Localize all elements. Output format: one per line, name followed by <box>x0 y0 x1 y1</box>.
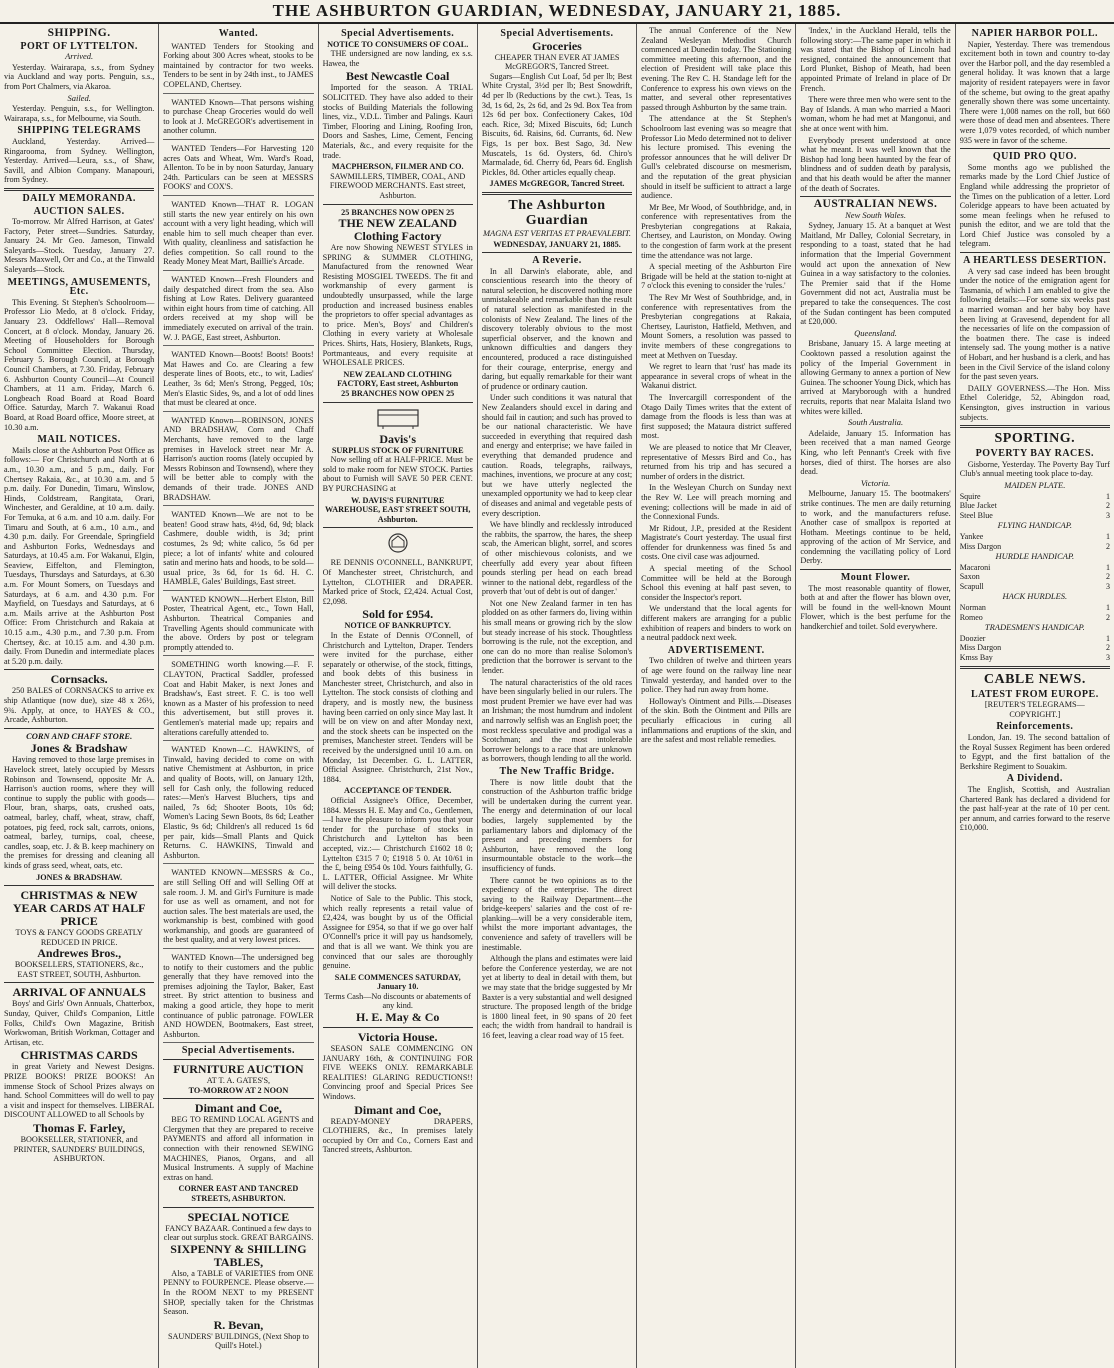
arrived-text: Yesterday. Wairarapa, s.s., from Sydney via Auckland and way ports. Penguin, s.s., from Port Chalmers, via Akaroa. <box>4 62 155 91</box>
paper-motto: MAGNA EST VERITAS ET PRAEVALEBIT. <box>482 227 631 238</box>
column-wanted <box>159 24 318 1368</box>
coal-heading: Best Newcastle Coal <box>346 69 450 84</box>
arrived-heading: Arrived. <box>65 51 94 62</box>
horse-place: 2 <box>1105 643 1110 653</box>
mail-text: Mails close at the Ashburton Post Office as follows:— For Christchurch and North at 6 a.m., 10.30 a.m., and 5 p.m., daily. For Chertsey Rakaia, &c., at 10.30 a.m. and 5 p.m. daily. For Dunedin, Timaru, Winslow, Hinds, Coldstream, Rangitata, Orari, Winchester, and Geraldine, at 10 a.m. daily. For Temuka, at 6 a.m. and 10 a.m. daily. For Timaru and South, at 6 a.m., 10 a.m., and 4.30 p.m. daily. For Greendale, Springfield and Ashburton Forks, Wednesdays and Saturdays, at 10.45 a.m. For Wakanui, Elgin, Seaview, Eiffelton, and Flemington, Tuesdays, Thursdays and Saturdays, at 6.30 a.m. For Mount Somers, on Tuesdays and Saturdays, at 6 a.m. and 4.30 p.m. For Mayfield, on Tuesdays and Saturdays, at 6 a.m. Mails arrive at the Ashburton Post Office: From Christchurch and Rakaia at 10.15 a.m., 4.30 p.m., and 7.30 p.m. From Chertsey, &c. at 10.15 a.m. and 4.30 p.m. daily. From Dunedin and intermediate places at 5.20 p.m. daily. <box>4 445 155 666</box>
sa-heading: South Australia. <box>847 417 904 428</box>
wanted-ad: WANTED KNOWN—MESSRS & Co., are still Selling Off and will Selling Off at sale room. J. M. and Girl's Furniture is made for use as well as ornament, and not for auction sales. The best materials are used, the workmanship is best, combined with good workmanship, and goods are guaranteed of the best quality, and at very lowest prices. <box>163 866 313 949</box>
reverie-paragraph: We have blindly and recklessly introduced the rabbits, the sparrow, the hares, the sheep scab, the American blight, sorrel, and scores of other mischievous colonists, and we cheerfully add every year about fifteen pounds sterling per head on each bread winner to the national debt, regardless of the proverb that 'out of debt is out of danger.' <box>481 520 633 597</box>
poverty-bay-heading: POVERTY BAY RACES. <box>975 448 1095 460</box>
horse-name: Yankee <box>959 531 984 541</box>
sporting-heading: SPORTING. <box>994 431 1076 447</box>
race-row <box>960 563 1110 573</box>
memoranda-heading: DAILY MEMORANDA. <box>22 192 136 204</box>
quid-heading: QUID PRO QUO. <box>992 151 1077 163</box>
wanted-heading: Wanted. <box>218 28 259 39</box>
race-name: HURDLE HANDICAP. <box>995 551 1075 562</box>
dennis-text: RE DENNIS O'CONNELL, BANKRUPT, Of Manchester street, Christchurch, and Lyttelton, CLOTHIER and DRAPER. Marked price of Stock, £2,424. Actual Cost, £2,098. <box>322 558 473 606</box>
news-paragraph: A special meeting of the School Committee will be held at the Borough School this evening at half past seven, to consider the Inspector's report. <box>641 564 792 602</box>
horse-place: 1 <box>1105 491 1110 501</box>
sailed-text: Yesterday. Penguin, s.s., for Wellington. Wairarapa, s.s., for Melbourne, via South. <box>4 104 155 123</box>
may-text: Notice of Sale to the Public. This stock, which really represents a retail value of £2,424, was bought by us of the Official Assignee for £954, so that if we go over half O'Connell's price it will pay us handsomely, and that is all we want. We think you are convinced that our sales are thoroughly genuine. <box>322 893 473 971</box>
bankruptcy-text: In the Estate of Dennis O'Connell, of Christchurch and Lyttelton, Draper. Tenders were invited for the purchase, either separately or otherwise, of the stock, fittings, and book debts of this business in Manchester street, Christchurch, and also in Lyttelton. The stock consists of clothing and drapery, and is mostly new, the business having been carried on only since May last. It will be on view on and after Monday next, and the stock sheets can be inspected on the premises, Manchester street. Tenders will be received by the undersigned until 10 a.m. on Monday, 1st December. G. L. LATTER, Official Assignee. Christchurch, 21st Nov., 1884. <box>322 630 473 784</box>
wanted-ad: WANTED Known—The undersigned beg to notify to their customers and the public generally that they have removed into the premises adjoining the Taylor, Baker, East street. By strict attention to business and making a good article, they hope to merit continuance of public patronage. FOWLER AND HOWDEN, Bootmakers, East street, Ashburton. <box>163 951 313 1043</box>
xmas-heading: CHRISTMAS & NEW YEAR CARDS AT HALF PRICE <box>12 888 146 929</box>
vic-text: Melbourne, January 15. The bootmakers' strike continues. The men are daily returning to work, and the manufacturers refuse. Another case of smallpox is reported at Hotham. Meetings continue to be held, approving of the action of Mr Service, and condemning the vacillating policy of Lord Derby. <box>800 489 951 566</box>
cornsacks-heading: Cornsacks. <box>50 672 108 687</box>
news-paragraph: The Invercargill correspondent of the Otago Daily Times writes that the extent of damage from the floods is less than was at first supposed; the Mataura district suffered most. <box>641 392 792 441</box>
race-table <box>960 492 1110 521</box>
may-sale: SALE COMMENCES SATURDAY, January 10. <box>334 972 461 992</box>
telegrams-heading: SHIPPING TELEGRAMS <box>17 125 141 137</box>
acceptance-text: Official Assignee's Office, December, 1884. Messrs H. E. May and Co., Gentlemen,—I have the pleasure to inform you that your tender for the purchase of stocks in Christchurch and Lyttelton has been accepted, viz.:— Christchurch £1602 18 0; Lyttelton £315 7 0; £1918 5 0. At 10/61 in the £, being £954 0s 10d. Yours faithfully, G. L. LATTER, Official Assignee. Mr White will deliver the stocks. <box>322 796 473 892</box>
news-paragraph: The attendance at the St Stephen's Schoolroom last evening was so meagre that Professor Lio Medo determined not to deliver his lecture promised. This evening the professor announces that he will deliver Dr Gull's celebrated discourse on mesmerism, and the reputation of the great physician should in itself be sufficient to attract a large audience. <box>641 114 792 201</box>
bevan-address: SAUNDERS' BUILDINGS, (Next Shop to Quill's Hotel.) <box>167 1331 309 1351</box>
news-paragraph: Everybody present understood at once what he meant. It was well known that the Bishop had long been haunted by the fear of blindness and of sudden death by paralysis, and that his death would be after the manner of the death of Socrates. <box>800 135 951 193</box>
special-ads-heading: Special Advertisements. <box>341 28 455 39</box>
port-heading: PORT OF LYTTELTON. <box>20 40 138 52</box>
davis-signature: W. DAVIS'S FURNITURE WAREHOUSE, EAST STREET SOUTH, Ashburton. <box>324 495 471 524</box>
groceries-text: Sugars—English Cut Loaf, 5d per lb; Best White Crystal, 3½d per lb; Best Snowdrift, 4d per lb (Reductions by the cwt.). Teas, 1s 3d, 1s 6d, 2s, 2s 6d, and 2s 9d. Box Tea from 12s 6d per box. Confectionery Cakes, 10d each. Rice, 3d; Mixed Biscuits, 6d; Lunch Biscuits, 6d. Raisins, 6d. Currants, 6d. New Figs, 1s per box. Best Sago, 3d. New Muscatels, 1s 6d. Oysters, 6d. Chiro's Marmalade, 6d. Cherry 6d, Pears 6d. English Pickles, 8d. Other articles equally cheap. <box>481 71 633 177</box>
horse-place: 2 <box>1105 612 1110 622</box>
vic-heading: Victoria. <box>860 477 891 488</box>
nz-clothing-text: Are now Showing NEWEST STYLES in SPRING & SUMMER CLOTHING, Manufactured from the renowned Wear Resisting MOSGIEL TWEEDS. The fit and workmanship of every garment is undoubtedly unsurpassed, while the large production and increased business enables the proprietors to offer special advantages as to price. Men's, Boys' and Children's Clothing in every variety at Wholesale Prices. Shirts, Hats, Hosiery, Blankets, Rugs, Portmanteaus, and every requisite at WHOLESALE PRICES. <box>322 243 473 368</box>
davis-sub: SURPLUS STOCK OF FURNITURE <box>331 445 464 455</box>
may-terms: Terms Cash—No discounts or abatements of any kind. <box>324 991 471 1011</box>
groceries-signature: JAMES McGREGOR, Tancred Street. <box>489 179 625 189</box>
race-row <box>960 603 1110 613</box>
news-paragraph: There were three men who were sent to the Bay of Islands. A man who married a Maori woman, whom he had met at Mangonui, and she at once went with him. <box>800 95 951 133</box>
news-paragraph: We understand that the local agents for different makers are arranging for a public exhibition of reapers and binders to work on a neutral paddock next week. <box>641 604 792 643</box>
daily-governess-text: DAILY GOVERNESS.—The Hon. Miss Ethel Coleridge, 52, Abingdon road, Kensington, gives instruction in various subjects. <box>959 383 1110 422</box>
paper-title: The Ashburton Guardian <box>508 197 606 228</box>
race-name: MAIDEN PLATE. <box>1004 479 1066 490</box>
dimant-address: CORNER EAST AND TANCRED STREETS, ASHBURTON. <box>178 1184 299 1203</box>
farley-sub: BOOKSELLER, STATIONER, and PRINTER, SAUNDERS' BUILDINGS, ASHBURTON. <box>13 1135 145 1164</box>
reverie-paragraph: In all Darwin's elaborate, able, and conscientious research into the theory of natural selection, he discovered nothing more unmistakeable and remarkable than the result of natural selection as manifested in the colonists of New Zealand. The lines of the discovery tolerably obvious to the most superficial observer, and the known and unknown difficulties and dangers they encountered, produced a race distinguished for their courage, enterprise, energy and daring, but equally remarkable for their want of prudence or ordinary caution. <box>481 266 633 391</box>
sa-text: Adelaide, January 15. Information has been received that a man named George King, who left Pennant's Creek with five horses, died of thirst. The horses are also dead. <box>800 428 951 477</box>
race-table <box>960 563 1110 592</box>
fancy-bazaar-text: FANCY BAZAAR. Continued a few days to clear out surplus stock. GREAT BARGAINS. <box>163 1223 314 1243</box>
bevan-heading: R. Bevan, <box>213 1317 264 1332</box>
wanted-ad: WANTED Tenders for Stooking and Forking about 300 Acres wheat, stooks to be maintained by contractor for two weeks. Tenders to be sent in by 24th inst., to JAMES COPELAND, Chertsey. <box>163 40 313 94</box>
sixpenny-text: Also, a TABLE of VARIETIES from ONE PENNY to FOURPENCE. Please observe.—In the ROOM NEXT to my PRESENT SHOP, specially taken for the Christmas Season. <box>163 1268 314 1317</box>
bridge-paragraph: There cannot be two opinions as to the expediency of the enterprise. The direct saving to the Railway Department—the bridge-keepers' salaries and the cost of re-planking—will be a very considerable item, whilst the more important advantages, the convenience and safety of travellers will be inestimable. <box>481 875 633 952</box>
branches-banner: 25 BRANCHES NOW OPEN 25 <box>341 207 455 217</box>
horse-name: Kmss Bay <box>959 653 993 663</box>
desertion-heading: A HEARTLESS DESERTION. <box>963 255 1107 267</box>
horse-place: 1 <box>1105 633 1110 643</box>
cornsacks-text: 250 BALES of CORNSACKS to arrive ex ship Atlantique (now due), size 48 x 26½, 9¾. Apply, at once, to HAYES & CO., Arcade, Ashburton. <box>4 686 155 725</box>
coal-text-2: Imported for the season. A TRIAL SOLICITED. They have also added to their stocks of Building Materials the following lines, viz., V.D.L. Timber and Palings. Kauri Timber, Flooring and Lining, Roofing Iron, Doors and Sashes, Lime, Cement, Fencing Materials, &c., and every requisite for the trade. <box>322 83 473 160</box>
quid-text: Some months ago we published the remarks made by the Lord Chief Justice of England while addressing the proprietor of the Times on the publication of a letter. Lord Coleridge appears to have been actuated by some mean feelings when he refused to punish the editor, and we are told that the Lord Chief Justice was consoled by a telegram. <box>959 162 1110 249</box>
race-row <box>960 643 1110 653</box>
wanted-ad: WANTED Tenders—For Harvesting 120 acres Oats and Wheat, Wm. Ward's Road, Allenton. To be in by noon Saturday, January 24th. Particulars can be seen at MESSRS FOOKS' and COX'S. <box>163 142 313 196</box>
furniture-engraving-icon <box>323 407 473 429</box>
horse-place: 1 <box>1105 531 1110 541</box>
may-heading: H. E. May & Co <box>356 1010 440 1025</box>
dividend-heading: A Dividend. <box>1006 773 1063 785</box>
race-name: HACK HURDLES. <box>1002 591 1068 602</box>
coal-notice: NOTICE TO CONSUMERS OF COAL. <box>327 39 469 49</box>
qld-heading: Queensland. <box>854 327 897 338</box>
horse-name: Blue Jacket <box>959 501 997 511</box>
sixpenny-heading: SIXPENNY & SHILLING TABLES, <box>170 1241 307 1269</box>
news-paragraph: In the Wesleyan Church on Sunday next the Rev W. Lee will preach morning and evening; collections will be made in aid of the Connexional Funds. <box>641 483 792 522</box>
wanted-ad: WANTED Known—Boots! Boots! Boots! Mat Hawes and Co. are Clearing a few desperate lines of Boots, etc., to wit, Ladies' Leather, 3s 6d; Men's Strong, Pegged, 10s; Men's Elastic Sides, 9s, and a lot of odd lines that must be cleared at once. <box>163 348 313 412</box>
news-paragraph: Mr Ridout, J.P., presided at the Resident Magistrate's Court yesterday. The usual first offender for drunkenness was fined 5s and costs. One civil case was adjourned. <box>641 523 792 562</box>
cable-news-tag: [REUTER'S TELEGRAMS—COPYRIGHT.] <box>984 700 1085 719</box>
coal-text: THE undersigned are now landing, ex s.s. Hawea, the <box>322 49 473 68</box>
dimant-text: BEG TO REMIND LOCAL AGENTS and Clergymen that they are prepared to receive PAYMENTS and afford all information in connection with their renowned SEWING MACHINES, Pianos, Organs, and all Musical Instruments. A supply of Machine extras on hand. <box>163 1115 314 1182</box>
news-paragraph: The annual Conference of the New Zealand Wesleyan Methodist Church commenced at Dunedin today. The Stationing committee meeting this afternoon, and the election of President will take place this evening. The Rev C. H. Standage left for the Conference to express his own views on the matter, and several other representatives passed through Ashburton by the same train. <box>641 26 792 112</box>
nz-clothing-address: NEW ZEALAND CLOTHING FACTORY, East street, Ashburton <box>337 369 459 389</box>
jones-signature: JONES & BRADSHAW. <box>36 872 123 882</box>
annuals-heading: ARRIVAL OF ANNUALS <box>12 985 146 1000</box>
special-ads-heading: Special Advertisements. <box>181 1045 295 1057</box>
race-row <box>960 582 1110 592</box>
australian-news-heading: AUSTRALIAN NEWS. <box>813 198 938 211</box>
holloway-text: Holloway's Ointment and Pills.—Diseases of the skin. Both the Ointment and Pills are peculiarly efficacious in curing all inflammations and eruptions of the skin, and are the safest and most reliable remedies. <box>641 696 792 745</box>
furniture-auction-at: AT T. A. GATES'S, <box>206 1076 271 1085</box>
horse-name: Saxon <box>959 572 980 582</box>
reverie-heading: A Reverie. <box>532 255 582 267</box>
mount-flower-text: The most reasonable quantity of flower, both at and after the flower has blown over, will be found in the well-known Mount Flower, which is the best perfume for the handkerchief and toilet. Sold everywhere. <box>800 583 951 632</box>
bridge-paragraph: There is now little doubt that the construction of the Ashburton traffic bridge will be undertaken during the current year. The energy and determination of our local bodies, largely supplemented by the parliamentary labors and diplomacy of the present and preceding members for Ashburton, have removed the long insurmountable obstacle to the work—the insufficiency of funds. <box>481 777 633 873</box>
horse-name: Steel Blue <box>959 510 993 520</box>
dimant2-text: READY-MONEY DRAPERS, CLOTHIERS, &c., In premises lately occupied by Orr and Co., Corners East and Tancred streets, Ashburton. <box>322 1116 473 1155</box>
qld-text: Brisbane, January 15. A large meeting at Cooktown passed a resolution against the policy of the Imperial Government in allowing Germany to annex a portion of New Guinea. The schooner Young Dick, which has arrived at Maryborough with a hundred recruits, reports that near Malaita Island two whites were killed. <box>800 339 951 416</box>
column-editorial <box>478 24 637 1368</box>
telegrams-text: Auckland, Yesterday. Arrived—Ringarooma, from Sydney. Wellington, Yesterday. Arrived—Leura, s.s., of Shaw, Savill, and Albion Company. Manapouri, from Sydney. <box>4 136 155 185</box>
news-paragraph: 'Index,' in the Auckland Herald, tells the following story:—The same paper in which it was stated that the Bishop of Lincoln had resigned, contained the announcement that Lord Plunket, Bishop of Meath, had been appointed Primate of Ireland in place of Dr French. <box>800 26 951 93</box>
bankruptcy-notice: NOTICE OF BANKRUPTCY. <box>344 621 451 631</box>
news-paragraph: The Rev Mr West of Southbridge, and, in conference with representatives from the Presbyterian congregations at Rakaia, Chertsey, Lauriston, Hatfield, Methven, and Mount Somers, a resolution was passed to invite members of these congregations to meet at Methven on Tuesday. <box>641 293 792 360</box>
acceptance-heading: ACCEPTANCE OF TENDER. <box>343 786 452 796</box>
groceries-heading: Groceries <box>532 38 582 53</box>
dimant2-heading: Dimant and Coe, <box>354 1102 442 1117</box>
race-table <box>960 634 1110 663</box>
branches-banner: 25 BRANCHES NOW OPEN 25 <box>341 389 455 398</box>
reinforcements-heading: Reinforcements. <box>996 721 1074 733</box>
jones-sub: CORN AND CHAFF STORE. <box>26 730 133 741</box>
andrewes-heading: Andrewes Bros., <box>37 946 122 961</box>
advertise-heading: ADVERTISEMENT. <box>667 644 765 656</box>
reverie-paragraph: Not one New Zealand farmer in ten has plodded on as other farmers do, living within his small means or growing rich by the slow but steady increase of his stock. Thoughtless borrowing is the rule, not the exception, and one can do no more than realise Solomon's prediction that the borrower is servant to the lender. <box>481 598 633 676</box>
wanted-ad: WANTED KNOWN—Herbert Elston, Bill Poster, Theatrical Agent, etc., Town Hall, Ashburton. Theatrical Companies and Travelling Agents should communicate with the above. Orders by post or telegram promptly attended to. <box>163 593 313 657</box>
paper-date: WEDNESDAY, JANUARY 21, 1885. <box>493 239 621 249</box>
jones-text: Having removed to those large premises in Havelock street, lately occupied by Messrs Robinson and Townsend, opposite Mr A. Harrison's auction rooms, where they will continue to supply the public with goods—Flour, bran, sharps, oats, crushed oats, oatmeal, barley, chaff, wheat, straw, chaff, potatoes, pig feed, rock salt, carrots, onions, oatmeal, barley, turnips, coal, cheese, candles, soap, etc. J. & B. keep machinery on the premises for dressing and cleaning all kinds of grass seed, wheat, oats, etc. <box>4 755 155 870</box>
victoria-heading: Victoria House. <box>357 1030 438 1045</box>
special-ads-heading: Special Advertisements. <box>500 28 614 39</box>
meetings-heading: MEETINGS, AMUSEMENTS, Etc. <box>7 276 151 298</box>
wanted-ad: WANTED Known—C. HAWKIN'S, of Tinwald, having decided to come on with native Chemistment at Ashburton, in price and quality of Boots, will, on January 12th, sell for Cash only, the following reduced rates:—Men's Harvest Bluchers, tips and nailed, 7s 6d; Shooter Boots, 10s 6d; Women's Lacing Sewn Boots, 8s 6d; Leather Elastic, 9s 6d; Children's all reduced 1s 6d per pair, kids—Small Plants and Quick Returns. C. HAWKINS, Tinwald and Ashburton. <box>163 743 313 864</box>
davis-text: Now selling off at HALF-PRICE. Must be sold to make room for NEW STOCK. Parties about to Furnish will SAVE 50 PER CENT. BY PURCHASING at <box>322 455 473 493</box>
race-results <box>960 481 1110 663</box>
reverie-paragraph: The natural characteristics of the old races have been singularly belied in our rulers. The most prudent Premier we have ever had was an Irishman; the most humdrum and indolent and narrowly selfish was an English poet; the most reckless speculative and prodigal was a Scotchman; and the most intolerable borrower belongs to a race that are unknown as borrowers, though lending to all the world. <box>481 677 633 764</box>
desertion-text: A very sad case indeed has been brought under the notice of the emigration agent for Tasmania, of which I am enabled to give the following details:—For some six weeks past a married woman and her baby boy have been living at Gravesend, dependent for all the necessaries of life on the compassion of the boatmen there. The case is indeed intensely sad. The young mother is a native of Hobart, and her husband is a clerk, and has been in the Civil Service of the island colony for the past seven years. <box>959 266 1110 382</box>
race-row <box>960 634 1110 644</box>
horse-name: Macaroni <box>959 562 991 572</box>
column-napier-sporting-cable <box>956 24 1114 1368</box>
reinforcements-text: London, Jan. 19. The second battalion of the Royal Sussex Regiment has been ordered to Egypt, and the first battalion of the Berkshire Regiment to Souakim. <box>959 733 1110 771</box>
andrewes-sub: BOOKSELLERS, STATIONERS, &c., EAST STREET, SOUTH, Ashburton. <box>14 960 144 979</box>
cards-text: in great Variety and Newest Designs. PRIZE BOOKS! PRIZE BOOKS! An immense Stock of School Prizes always on hand. School Committees will do well to pay a visit and inspect for themselves. LIBERAL DISCOUNT ALLOWED to all Schools by <box>4 1062 155 1120</box>
sailed-heading: Sailed. <box>67 92 91 103</box>
column-shipping <box>0 24 159 1368</box>
nsw-heading: New South Wales. <box>845 209 906 220</box>
dennis-heading: Sold for £954. <box>362 607 434 622</box>
horse-place: 3 <box>1105 510 1110 520</box>
horse-place: 2 <box>1105 572 1110 582</box>
royal-crest-icon <box>323 532 473 554</box>
coal-signature-2: SAWMILLERS, TIMBER, COAL, AND FIREWOOD MERCHANTS. East street, Ashburton. <box>329 171 466 200</box>
cable-news-heading: CABLE NEWS. <box>983 671 1086 687</box>
nz-clothing-heading: THE NEW ZEALAND Clothing Factory <box>338 216 457 244</box>
xmas-sub: TOYS & FANCY GOODS GREATLY REDUCED IN PRICE. <box>15 928 143 947</box>
napier-text: Napier, Yesterday. There was tremendous excitement both in town and country to-day over the Harbor poll, and the day resembled a general holiday. It was known that a large majority of resident ratepayers were in favor of the scheme, but owing to the great apathy generally shown there was some uncertainty. There were 1,008 names on the roll, but 660 were those of dead men and absentees. There were 1,079 votes recorded, of which number 935 were in favor of the scheme. <box>959 39 1110 145</box>
auction-heading: AUCTION SALES. <box>33 205 125 217</box>
race-name: FLYING HANDICAP. <box>997 520 1072 531</box>
horse-name: Miss Dargon <box>959 541 1002 551</box>
column-local-news <box>637 24 796 1368</box>
horse-place: 2 <box>1105 541 1110 551</box>
race-row <box>960 492 1110 502</box>
reverie-paragraph: Under such conditions it was natural that New Zealanders should excel in daring and should fail in caution; and such has proved to be our national characteristic. We have succeeded in everything that required dash and energy and enterprise; we have failed in everything that demanded prudence and caution. Roads, telegraphs, railways, machines, inventions, we procure at any cost; but we have utterly neglected the unexampled opportunity we had to keep clear of diseases and animal and vegetable pests of every description. <box>481 393 633 518</box>
race-table <box>960 603 1110 622</box>
nsw-text: Sydney, January 15. At a banquet at West Maitland, Mr Dalley, Colonial Secretary, in responding to a toast, stated that he had information that the Imperial Government would act upon the annexation of New Guinea in a way satisfactory to the colonies. The Premier said that if the Home Government did not act, Australia must be prepared to take the consequences. The cost of the Sudan contingent has been computed at £20,000. <box>800 221 951 327</box>
shipping-heading: SHIPPING. <box>47 27 111 39</box>
annuals-text: Boys' and Girls' Own Annuals, Chatterbox, Sunday, Quiver, Child's Companion, Little Folks, Child's Own Magazine, British Workwoman, British Workman, Cottager and Artisan, etc. <box>4 999 155 1047</box>
race-row <box>960 511 1110 521</box>
special-notice-heading: SPECIAL NOTICE <box>187 1209 290 1224</box>
wanted-ad: WANTED Known—We are not to be beaten! Good straw hats, 4½d, 6d, 9d; black Cashmere, double width, is 3d; print costumes, 2s 9d; white calico, 5s 6d per piece; a lot of infants' white and coloured satin and merino hats and hoods, to be sold—usual price, 3s 6d, for 1s 6d. H. C. HAMBLE, Gales' Buildings, East street. <box>163 508 313 591</box>
wanted-ad: WANTED Known—Fresh Flounders and daily despatched direct from the sea. Also fishing at Low Rates. Delivery guaranteed within eight hours from time of catching. All orders received at my shop will be immediately executed on arrival of the train. W. J. PAGE, East street, Ashburton. <box>163 273 313 346</box>
napier-heading: NAPIER HARBOR POLL. <box>971 28 1099 39</box>
poverty-bay-text: Gisborne, Yesterday. The Poverty Bay Turf Club's annual meeting took place to-day. <box>959 459 1110 479</box>
dividend-text: The English, Scottish, and Australian Chartered Bank has declared a dividend for the past half-year at the rate of 10 per cent. per annum, and carries forward to the reserve £10,000. <box>959 784 1110 833</box>
news-paragraph: A special meeting of the Ashburton Fire Brigade will be held at the station to-night at 7 o'clock this evening to consider the 'rules.' <box>641 262 792 291</box>
auction-text: To-morrow. Mr Alfred Harrison, at Gates' Factory, Peter street—Sundries. Saturday, January 24. Mr Geo. Jameson, Tinwald Saleyards—Stock. Tuesday, January 27. Messrs Maxwell, Orr and Co., at the Tinwald Saleyards—Stock. <box>4 217 155 275</box>
race-row <box>960 542 1110 552</box>
cable-news-sub: LATEST FROM EUROPE. <box>970 688 1099 700</box>
mount-flower-heading: Mount Flower. <box>840 572 911 584</box>
news-paragraph: Mr Bee, Mr Wood, of Southbridge, and, in conference with representatives from the Presbyterian congregations at Rakaia, Chertsey, and Lauriston, on Monday. Owing to the congestion of farm work at the present time the attendance was not large. <box>641 202 792 260</box>
horse-place: 1 <box>1105 562 1110 572</box>
column-australian-news <box>796 24 955 1368</box>
race-row <box>960 653 1110 663</box>
wanted-ad: WANTED Known—THAT R. LOGAN still starts the new year entirely on his own account with a very light heading, which will enable him to sell much cheaper than ever. With quality, cleanliness and satisfaction he defies competition. So call round to the Ready Money Meat Mart, Baillie's Arcade. <box>163 198 313 271</box>
masthead: THE ASHBURTON GUARDIAN, WEDNESDAY, JANUARY 21, 1885. <box>0 0 1114 24</box>
page-columns <box>0 24 1114 1368</box>
horse-name: Romeo <box>959 612 983 622</box>
mail-heading: MAIL NOTICES. <box>37 434 121 446</box>
news-paragraph: We regret to learn that 'rust' has made its appearance in several crops of wheat in the Wakanui district. <box>641 362 792 391</box>
dimant-heading: Dimant and Coe, <box>194 1101 282 1116</box>
jones-heading: Jones & Bradshaw <box>30 741 128 756</box>
wanted-ad: SOMETHING worth knowing.—F. F. CLAYTON, Practical Saddler, professed Coat and Habit Maker, is next Jones and Bradshaw's, East street. F. C. is too well known as a Master of his profession to need this advertisement, but still proves it. Gentlemen's material made up; repairs and alterations carefully attended to. <box>163 658 313 741</box>
race-row <box>960 613 1110 623</box>
horse-name: Norman <box>959 603 986 613</box>
horse-place: 2 <box>1105 501 1110 511</box>
horse-name: Scapull <box>959 581 984 591</box>
victoria-text: SEASON SALE COMMENCING ON JANUARY 16th, & CONTINUING FOR FIVE WEEKS ONLY. REMARKABLE REALITIES! GLARING REDUCTIONS!! Convincing proof and Special Prices See Windows. <box>322 1044 473 1102</box>
horse-place: 1 <box>1105 603 1110 613</box>
race-row <box>960 501 1110 511</box>
advertise-text: Two children of twelve and thirteen years of age were found on the railway line near Tinwald yesterday, and handed over to the police. They had run away from home. <box>641 656 792 695</box>
groceries-sub: CHEAPER THAN EVER AT JAMES McGREGOR'S, Tancred Street. <box>494 52 620 72</box>
race-row <box>960 532 1110 542</box>
coal-signature: MACPHERSON, FILMER AND CO. <box>331 162 464 172</box>
bridge-heading: The New Traffic Bridge. <box>499 765 615 777</box>
farley-heading: Thomas F. Farley, <box>33 1121 126 1135</box>
meetings-text: This Evening. St Stephen's Schoolroom—Professor Lio Medo, at 8 o'clock. Friday, January 23. Oddfellows' Hall—Removal Concert, at 8 o'clock. Monday, January 26. Meeting of Householders for Borough School Committee Election. Thursday, February 5. Borough Council, at Borough Council Chambers, at 7.30. Friday, February 6. Ashburton County Council—At Council Chambers, at 11 a.m. Friday, March 6. Longbeach Road Board at Road Board Office. Saturday, March 7. Wakanui Road Board, at Road Board office, Moore street, at 10.30 a.m. <box>4 297 155 432</box>
furniture-auction-time: TO-MORROW AT 2 NOON <box>188 1085 289 1095</box>
race-row <box>960 572 1110 582</box>
horse-place: 3 <box>1105 581 1110 591</box>
horse-name: Squire <box>959 491 981 501</box>
horse-name: Miss Dargon <box>959 643 1002 653</box>
cards-heading: CHRISTMAS CARDS <box>20 1048 138 1063</box>
race-table <box>960 532 1110 551</box>
horse-place: 3 <box>1105 653 1110 663</box>
race-name: TRADESMEN'S HANDICAP. <box>984 622 1085 633</box>
horse-name: Doozier <box>959 633 986 643</box>
news-paragraph: We are pleased to notice that Mr Cleaver, representative of Messrs Bird and Co., has returned from his trip and has secured a number of orders in the district. <box>641 442 792 481</box>
wanted-ad: WANTED Known—That persons wishing to purchase Cheap Groceries would do well to look at J. McGREGOR's advertisement in another column. <box>163 96 313 140</box>
davis-heading: Davis's <box>379 431 417 446</box>
wanted-ad: WANTED Known—ROBINSON, JONES AND BRADSHAW, Corn and Chaff Merchants, have removed to the large premises in Havelock street near Mr A. Harrison's auction rooms (lately occupied by Messrs Robinson and Townsend), where they will be better able to comply with the demands of their trade. JONES AND BRADSHAW. <box>163 414 313 506</box>
column-special-ads <box>319 24 478 1368</box>
furniture-auction-heading: FURNITURE AUCTION <box>173 1062 304 1076</box>
bridge-paragraph: Although the plans and estimates were laid before the Conference yesterday, we are not yet at liberty to deal in detail with them, but we may state that the bridge suggested by Mr Baxter is a very substantial and well designed structure. The proposed length of the bridge is 1800 lineal feet, in 90 spans of 20 feet each; the width from handrail to handrail is 16 feet, leaving a clear road way of 15 feet. <box>481 954 633 1040</box>
